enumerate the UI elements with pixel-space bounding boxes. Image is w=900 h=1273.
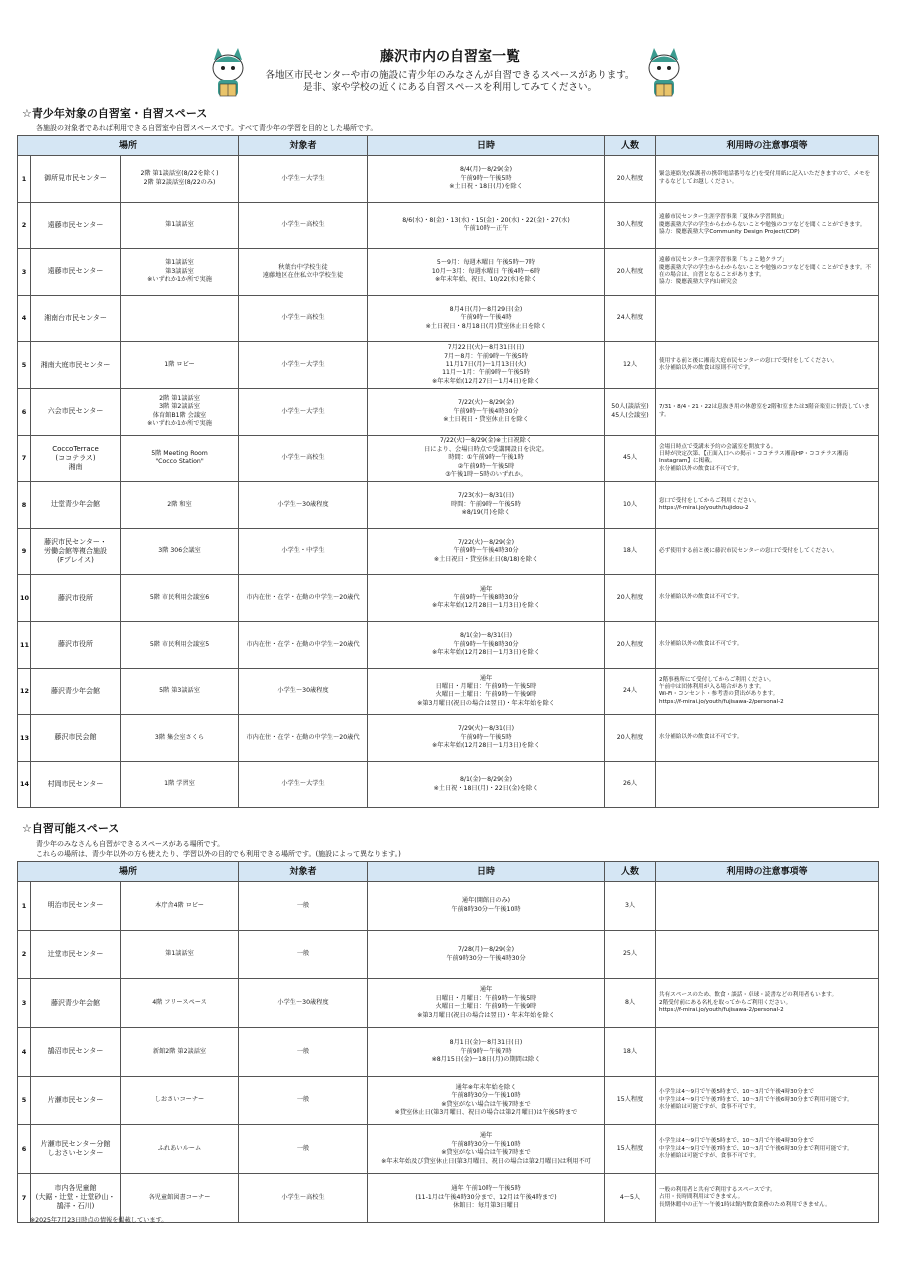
row-number: 12 [18,668,31,715]
header-notes: 利用時の注意事項等 [656,862,879,882]
header-datetime: 日時 [368,136,605,156]
target-audience: 一般 [239,1028,368,1077]
target-audience: 小学生～高校生 [239,435,368,482]
row-number: 2 [18,930,31,979]
section1-title: ☆青少年対象の自習室・自習スペース [22,107,208,120]
target-audience: 小学生～高校生 [239,1174,368,1223]
table-row [18,388,879,435]
capacity: 26人 [605,761,656,808]
row-number: 7 [18,1174,31,1223]
notes: 遠藤市民センター生涯学習事業「ちょこ勉クラブ」 慶應義塾大学の学生からわからないことや勉強のコツなどを聞くことができます。不在の場合は、自習となることがあります。 協力：慶應義塾大学内山研究会 [656,249,879,296]
table-row [18,979,879,1028]
schedule: 8月1日(金)～8月31日(日) 午前9時～午後7時 ※8月15日(金)～18日(月)の期間は除く [368,1028,605,1077]
target-audience: 小学生・中学生 [239,528,368,575]
target-audience: 小学生～高校生 [239,202,368,249]
row-number: 5 [18,1076,31,1125]
table-row [18,575,879,622]
capacity: 30人程度 [605,202,656,249]
notes: 水分補給以外の飲食は不可です。 [656,575,879,622]
target-audience: 一般 [239,930,368,979]
capacity: 3人 [605,882,656,931]
room-name: 本庁舎4階 ロビー [121,882,239,931]
header-target: 対象者 [239,862,368,882]
capacity: 8人 [605,979,656,1028]
notes: 水分補給以外の飲食は不可です。 [656,715,879,762]
notes [656,295,879,342]
notes [656,930,879,979]
room-name: 5階 第3談話室 [121,668,239,715]
room-name: 第1談話室 第3談話室 ※いずれか1か所で実施 [121,249,239,296]
section2-title: ☆自習可能スペース [22,822,120,835]
row-number: 6 [18,1125,31,1174]
target-audience: 一般 [239,1076,368,1125]
schedule: 8月4日(月)～8月29日(金) 午前9時～午後4時 ※土日祝日・8月18日(月)貸室休止日を除く [368,295,605,342]
row-number: 6 [18,388,31,435]
facility-name: 御所見市民センター [31,156,121,203]
room-name: 各児童館図書コーナー [121,1174,239,1223]
row-number: 10 [18,575,31,622]
schedule: 通年 午前10時～午後5時 (11-1月は午後4時30分まで、12月は午後4時まで) 休館日：毎月第3日曜日 [368,1174,605,1223]
facility-name: 藤沢市役所 [31,575,121,622]
table-row [18,930,879,979]
table-row [18,668,879,715]
row-number: 4 [18,295,31,342]
schedule: 5～9月：毎週木曜日 午後5時～7時 10月～3月：毎週水曜日 午後4時～6時 ※年末年始、祝日、10/22(水)を除く [368,249,605,296]
schedule: 8/1(金)～8/31(日) 午前9時～午後8時30分 ※年末年始(12月28日～1月3日)を除く [368,621,605,668]
room-name: 5階 Meeting Room "Cocco Station" [121,435,239,482]
facility-name: 辻堂市民センター [31,930,121,979]
capacity: 20人程度 [605,156,656,203]
notes [656,882,879,931]
capacity: 20人程度 [605,575,656,622]
section2-table [17,861,879,1223]
facility-name: 藤沢市民センター・ 労働会館等複合施設 (Fプレイス) [31,528,121,575]
table-row [18,528,879,575]
schedule: 通年 午前8時30分～午後10時 ※貸室がない場合は午後7時まで ※年末年始及び貸室休止日(第3月曜日、祝日の場合は第2月曜日)は利用不可 [368,1125,605,1174]
target-audience: 一般 [239,1125,368,1174]
room-name: ふれあいルーム [121,1125,239,1174]
target-audience: 小学生～30歳程度 [239,482,368,529]
room-name: 5階 市民利用会議室5 [121,621,239,668]
row-number: 4 [18,1028,31,1077]
notes: 7/31・8/4・21・22は息抜き用の休憩室を2階和室または3階音楽室に併設しています。 [656,388,879,435]
capacity: 50人(談話室) 45人(会議室) [605,388,656,435]
page-header [0,40,900,106]
schedule: 通年 日曜日・月曜日：午前9時～午後5時 火曜日～土曜日：午前9時～午後9時 ※第3月曜日(祝日の場合は翌日)・年末年始を除く [368,979,605,1028]
room-name: 2階 第1談話室 3階 第2談話室 体育館B1階 会議室 ※いずれか1か所で実施 [121,388,239,435]
capacity: 45人 [605,435,656,482]
room-name: しおさいコーナー [121,1076,239,1125]
capacity: 20人程度 [605,715,656,762]
facility-name: 片瀬市民センター分館 しおさいセンター [31,1125,121,1174]
target-audience: 小学生～30歳程度 [239,668,368,715]
schedule: 8/1(金)～8/29(金) ※土日祝・18日(月)・22日(金)を除く [368,761,605,808]
notes: 水分補給以外の飲食は不可です。 [656,621,879,668]
header-capacity: 人数 [605,136,656,156]
target-audience: 小学生～大学生 [239,342,368,389]
room-name: 2階 第1談話室(8/22を除く) 2階 第2談話室(8/22のみ) [121,156,239,203]
facility-name: 辻堂青少年会館 [31,482,121,529]
table-row [18,1076,879,1125]
capacity: 15人程度 [605,1125,656,1174]
room-name: 第1談話室 [121,202,239,249]
facility-name: 鵠沼市民センター [31,1028,121,1077]
target-audience: 小学生～30歳程度 [239,979,368,1028]
schedule: 通年※年末年始を除く 午前8時30分～午後10時 ※貸室がない場合は午後7時まで ※貸室休止日(第3月曜日、祝日の場合は第2月曜日)は午後5時まで [368,1076,605,1125]
row-number: 1 [18,882,31,931]
room-name: 4階 フリースペース [121,979,239,1028]
capacity: 10人 [605,482,656,529]
target-audience: 市内在住・在学・在勤の中学生～20歳代 [239,575,368,622]
notes: 共有スペースのため、飲食・談話・卓球・読書などの利用者もいます。 2階受付前にある名札を取ってからご利用ください。 https://f-mirai.jo/youth/fujisawa-2/personal-2 [656,979,879,1028]
target-audience: 小学生～大学生 [239,388,368,435]
schedule: 8/4(月)～8/29(金) 午前9時～午後5時 ※土日祝・18日(月)を除く [368,156,605,203]
facility-name: 藤沢市民会館 [31,715,121,762]
row-number: 3 [18,979,31,1028]
row-number: 1 [18,156,31,203]
section1-table [17,135,879,808]
table-row [18,202,879,249]
notes: 会場日時点で受講未予約の会議室を開放する。 日時が決定次第、【正面入口への掲示・ココテラス湘南HP・ココテラス湘南Instagram】に掲載。 水分補給以外の飲食は不可です。 [656,435,879,482]
notes: 遠藤市民センター生涯学習事業「夏休み学習開放」 慶應義塾大学の学生からわからないことや勉強のコツなどを聞くことができます。 協力：慶應義塾大学Community Design Project(CDP) [656,202,879,249]
facility-name: 藤沢青少年会館 [31,979,121,1028]
header-datetime: 日時 [368,862,605,882]
capacity: 12人 [605,342,656,389]
target-audience: 市内在住・在学・在勤の中学生～20歳代 [239,715,368,762]
schedule: 通年 午前9時～午後8時30分 ※年末年始(12月28日～1月3日)を除く [368,575,605,622]
row-number: 7 [18,435,31,482]
target-audience: 小学生～大学生 [239,156,368,203]
table-row [18,249,879,296]
table-row [18,435,879,482]
target-audience: 小学生～高校生 [239,295,368,342]
row-number: 11 [18,621,31,668]
row-number: 5 [18,342,31,389]
schedule: 7/22(火)～8/29(金) 午前9時～午後4時30分 ※土日祝日・貸室休止日を除く [368,388,605,435]
target-audience: 小学生～大学生 [239,761,368,808]
capacity: 20人程度 [605,249,656,296]
capacity: 4～5人 [605,1174,656,1223]
header-capacity: 人数 [605,862,656,882]
schedule: 8/6(水)・8(金)・13(水)・15(金)・20(水)・22(金)・27(水) 午前10時～正午 [368,202,605,249]
capacity: 24人 [605,668,656,715]
notes: 窓口で受付をしてからご利用ください。 https://f-mirai.jo/youth/tujidou-2 [656,482,879,529]
room-name [121,295,239,342]
row-number: 9 [18,528,31,575]
facility-name: 遠藤市民センター [31,249,121,296]
schedule: 通年(開館日のみ) 午前8時30分～午後10時 [368,882,605,931]
table-row [18,295,879,342]
target-audience: 一般 [239,882,368,931]
room-name: 1階 学習室 [121,761,239,808]
notes [656,1028,879,1077]
room-name: 1階 ロビー [121,342,239,389]
notes: 使用する前と後に湘南大庭市民センターの窓口で受付をしてください。 水分補給以外の飲食は原則不可です。 [656,342,879,389]
facility-name: 藤沢青少年会館 [31,668,121,715]
facility-name: 六会市民センター [31,388,121,435]
target-audience: 市内在住・在学・在勤の中学生～20歳代 [239,621,368,668]
facility-name: 遠藤市民センター [31,202,121,249]
capacity: 18人 [605,528,656,575]
room-name: 新館2階 第2談話室 [121,1028,239,1077]
table-header-row [18,862,879,882]
footnote: ※2025年7月23日時点の情報を掲載しています。 [30,1217,168,1224]
schedule: 7月22日(火)～8月31日(日) 7月～8月：午前9時～午後5時 11月17日(月)～1月13日(火) 11月～1月：午前9時～午後5時 ※年末年始(12月27日～1月4日)を除く [368,342,605,389]
mascot-right-icon [642,46,686,104]
room-name: 5階 市民利用会議室6 [121,575,239,622]
facility-name: 市内各児童館 (大鋸・辻堂・辻堂砂山・ 鵠洋・石川) [31,1174,121,1223]
schedule: 7/28(月)～8/29(金) 午前9時30分～午後4時30分 [368,930,605,979]
capacity: 25人 [605,930,656,979]
row-number: 14 [18,761,31,808]
table-row [18,1125,879,1174]
facility-name: CoccoTerrace (ココテラス) 湘南 [31,435,121,482]
row-number: 2 [18,202,31,249]
notes: 小学生は4～9月で午後5時まで、10～3月で午後4時30分まで 中学生は4～9月で午後7時まで、10～3月で午後6時30分まで利用可能です。 水分補給は可能ですが、食事不可です。 [656,1076,879,1125]
header-target: 対象者 [239,136,368,156]
notes: 必ず使用する前と後に藤沢市民センターの窓口で受付をしてください。 [656,528,879,575]
schedule: 7/23(水)～8/31(日) 時間：午前9時～午後5時 ※8/19(月)を除く [368,482,605,529]
facility-name: 片瀬市民センター [31,1076,121,1125]
facility-name: 村岡市民センター [31,761,121,808]
room-name: 3階 集会室さくら [121,715,239,762]
schedule: 7/22(火)～8/29(金)※土日祝除く 日により、会場日時点で受講開設日を決定。 時間：①午前9時～午後1時 ②午前9時～午後5時 ③午後1時～5時のいずれか。 [368,435,605,482]
section1-desc: 各施設の対象者であれば利用できる自習室や自習スペースです。すべて青少年の学習を目的とした場所です。 [36,124,378,132]
table-row [18,621,879,668]
notes: 一般の利用者と共有で利用するスペースです。 占用・長時間利用はできません。 長期休暇中の正午～午後1時は館内飲食業務のため利用できません。 [656,1174,879,1223]
table-row [18,1028,879,1077]
table-row [18,715,879,762]
facility-name: 湘南台市民センター [31,295,121,342]
capacity: 18人 [605,1028,656,1077]
facility-name: 藤沢市役所 [31,621,121,668]
notes: 2階事務所にて受付してからご利用ください。 午前中は団体利用が入る場合があります。 Wi-Fi・コンセント・参考書の貸出があります。 https://f-mirai.jo/youth/fujisawa-2/personal-2 [656,668,879,715]
row-number: 3 [18,249,31,296]
page-title: 藤沢市内の自習室一覧 [380,49,520,65]
row-number: 13 [18,715,31,762]
header-place: 場所 [18,136,239,156]
table-row [18,882,879,931]
row-number: 8 [18,482,31,529]
notes [656,761,879,808]
table-header-row [18,136,879,156]
notes: 小学生は4～9月で午後5時まで、10～3月で午後4時30分まで 中学生は4～9月で午後7時まで、10～3月で午後6時30分まで利用可能です。 水分補給は可能ですが、食事不可です。 [656,1125,879,1174]
section2-desc: 青少年のみなさんも自習ができるスペースがある場所です。 これらの場所は、青少年以外の方も使えたり、学習以外の目的でも利用できる場所です。(施設によって異なります。) [36,840,401,858]
target-audience: 秋葉台中学校生徒 遠藤地区在住私立中学校生徒 [239,249,368,296]
schedule: 7/29(火)～8/31(日) 午前9時～午後5時 ※年末年始(12月28日～1月3日)を除く [368,715,605,762]
capacity: 15人程度 [605,1076,656,1125]
schedule: 通年 日曜日・月曜日：午前9時～午後5時 火曜日～土曜日：午前9時～午後9時 ※第3月曜日(祝日の場合は翌日)・年末年始を除く [368,668,605,715]
table-row [18,761,879,808]
room-name: 3階 306会議室 [121,528,239,575]
table-row [18,342,879,389]
facility-name: 明治市民センター [31,882,121,931]
notes: 緊急連絡先(保護者の携帯電話番号など)を受付用紙に記入いただきますので、メモをするなどしてお越しください。 [656,156,879,203]
header-place: 場所 [18,862,239,882]
schedule: 7/22(火)～8/29(金) 午前9時～午後4時30分 ※土日祝日・貸室休止日(8/18)を除く [368,528,605,575]
room-name: 第1談話室 [121,930,239,979]
capacity: 20人程度 [605,621,656,668]
capacity: 24人程度 [605,295,656,342]
header-notes: 利用時の注意事項等 [656,136,879,156]
room-name: 2階 和室 [121,482,239,529]
page-subtitle: 各地区市民センターや市の施設に青少年のみなさんが自習できるスペースがあります。 是非、家や学校の近くにある自習スペースを利用してみてください。 [265,70,635,93]
table-row [18,156,879,203]
facility-name: 湘南大庭市民センター [31,342,121,389]
table-row [18,482,879,529]
